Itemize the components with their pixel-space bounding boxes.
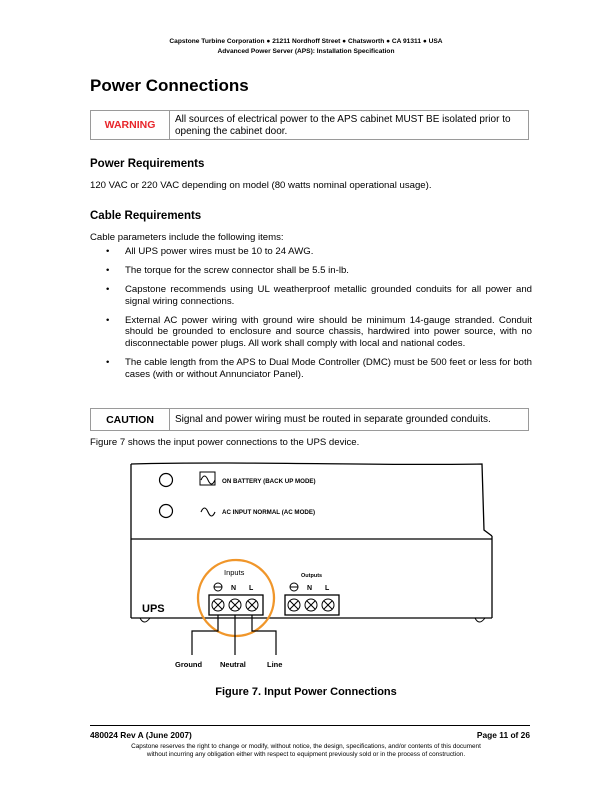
list-item-text: The torque for the screw connector shall be 5.5 in-lb.	[125, 265, 349, 277]
input-line-mark: L	[249, 585, 254, 592]
ups-input-power-diagram	[130, 458, 500, 678]
line-wire-label: Line	[267, 660, 283, 669]
bullet-glyph: •	[106, 265, 110, 277]
figure-reference-text: Figure 7 shows the input power connections to the UPS device.	[90, 437, 360, 448]
header-company-line: Capstone Turbine Corporation ● 21211 Nordhoff Street ● Chatsworth ● CA 91311 ● USA	[169, 38, 443, 45]
output-neutral-mark: N	[307, 585, 313, 592]
list-item	[90, 357, 532, 380]
ups-top-housing-outline	[131, 463, 492, 536]
figure-caption: Figure 7. Input Power Connections	[215, 686, 397, 698]
footer-doc-number: 480024 Rev A (June 2007)	[90, 730, 192, 740]
list-item-text: All UPS power wires must be 10 to 24 AWG.	[125, 246, 314, 257]
warning-label: WARNING	[91, 111, 170, 139]
list-item	[90, 265, 532, 277]
battery-mode-label: ON BATTERY (BACK UP MODE)	[222, 478, 316, 485]
input-terminal-block	[209, 595, 263, 615]
ups-label: UPS	[142, 603, 165, 615]
footer-page-number: Page 11 of 26	[476, 730, 530, 740]
bullet-glyph: •	[106, 357, 110, 369]
footer-disclaimer-line1: Capstone reserves the right to change or modify, without notice, the design, specifications, and/or contents of this document	[131, 743, 481, 750]
list-item-text: Capstone recommends using UL weatherproof metallic grounded conduits for all power and signal wiring connections.	[125, 284, 532, 307]
footer-disclaimer	[0, 743, 612, 760]
neutral-wire-label: Neutral	[220, 660, 246, 669]
ac-wave-icon	[201, 508, 215, 516]
ground-wire-label: Ground	[175, 660, 203, 669]
input-neutral-mark: N	[231, 585, 237, 592]
caution-text: Signal and power wiring must be routed in separate grounded conduits.	[175, 413, 491, 425]
power-requirements-text: 120 VAC or 220 VAC depending on model (80 watts nominal operational usage).	[90, 180, 432, 191]
page-header	[0, 37, 612, 56]
list-item	[90, 315, 532, 350]
outputs-label: Outputs	[301, 573, 323, 579]
bullet-glyph: •	[106, 314, 110, 326]
warning-text: All sources of electrical power to the APS cabinet MUST BE isolated prior to opening the cabinet door.	[175, 114, 511, 137]
list-item	[90, 284, 532, 307]
cable-requirements-heading: Cable Requirements	[90, 210, 202, 222]
caution-box	[90, 408, 529, 431]
ac-mode-label: AC INPUT NORMAL (AC MODE)	[222, 509, 316, 516]
cable-requirements-list	[90, 246, 532, 388]
footer-disclaimer-line2: without incurring any obligation either with respect to equipment previously sold or in the process of construction.	[146, 751, 466, 759]
list-item-text: External AC power wiring with ground wire should be minimum 14-gauge stranded. Conduit should be grounded to enclosure and source chassis, hardwired into power source, with no disconnectable power plugs. All work shall comply with local and national codes.	[125, 314, 532, 350]
header-doc-line: Advanced Power Server (APS): Installation Specification	[217, 47, 395, 55]
page-title: Power Connections	[90, 76, 249, 95]
bullet-glyph: •	[106, 284, 110, 296]
output-terminal-block	[285, 595, 339, 615]
line-wire	[252, 615, 276, 655]
power-requirements-heading: Power Requirements	[90, 158, 205, 170]
ac-led-indicator	[160, 505, 173, 518]
list-item-text: The cable length from the APS to Dual Mode Controller (DMC) must be 500 feet or less for both cases (with or without Annunciator Panel).	[125, 357, 532, 380]
battery-wave-icon	[201, 476, 215, 484]
battery-led-indicator	[160, 474, 173, 487]
footer-divider	[90, 725, 530, 726]
caution-label: CAUTION	[91, 409, 170, 430]
output-line-mark: L	[325, 585, 330, 592]
cable-requirements-intro: Cable parameters include the following items:	[90, 232, 284, 243]
warning-box	[90, 110, 529, 140]
bullet-glyph: •	[106, 246, 110, 257]
list-item	[90, 246, 532, 258]
inputs-label: Inputs	[224, 568, 245, 577]
